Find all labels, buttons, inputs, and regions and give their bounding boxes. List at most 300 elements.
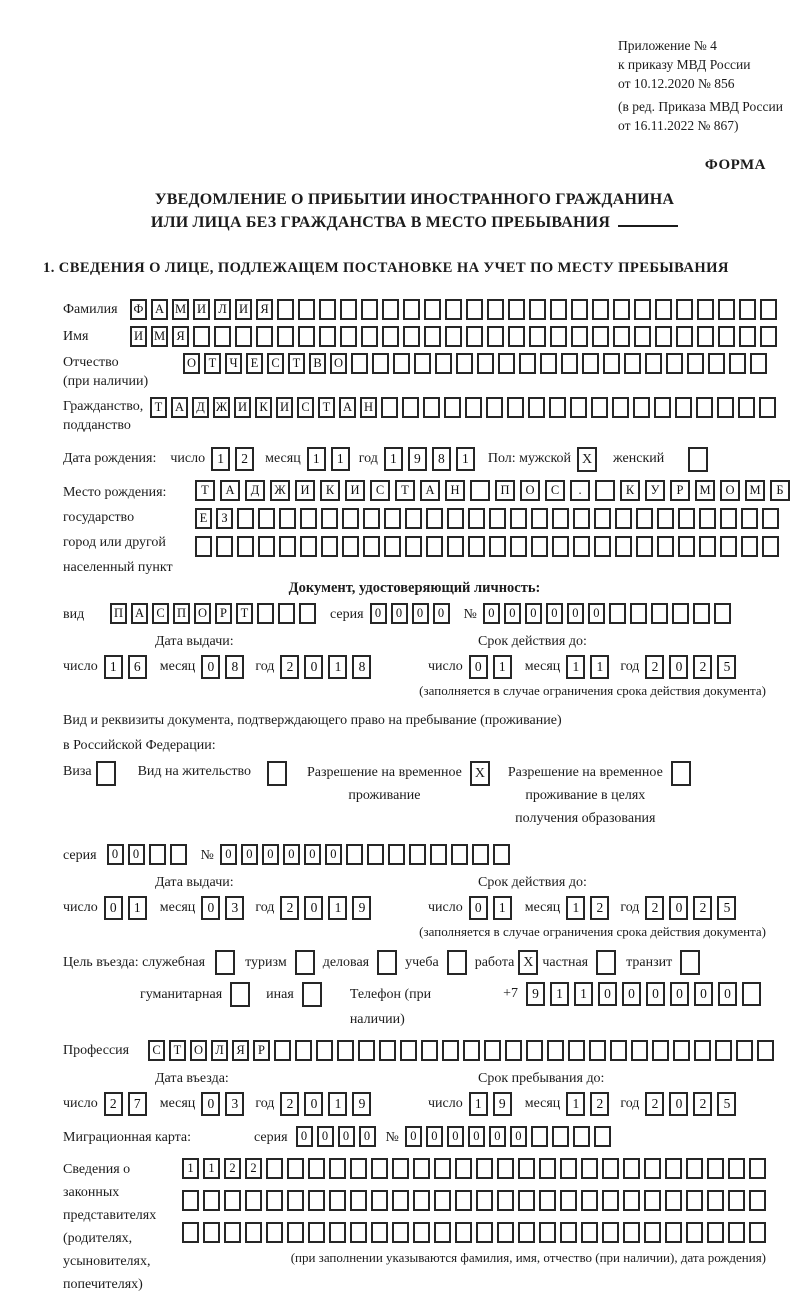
char-cell[interactable]: [540, 353, 557, 374]
char-cell[interactable]: К: [320, 480, 340, 501]
char-cell[interactable]: [594, 1126, 611, 1147]
char-cell[interactable]: В: [309, 353, 326, 374]
char-cell[interactable]: 2: [104, 1092, 123, 1116]
char-cell[interactable]: [351, 353, 368, 374]
char-cell[interactable]: [266, 1190, 283, 1211]
char-cell[interactable]: [678, 508, 695, 529]
char-cell[interactable]: [657, 536, 674, 557]
char-cell[interactable]: [518, 1158, 535, 1179]
char-cell[interactable]: [581, 1190, 598, 1211]
char-cell[interactable]: 0: [718, 982, 737, 1006]
char-cell[interactable]: 1: [328, 1092, 347, 1116]
char-cell[interactable]: [363, 508, 380, 529]
char-cell[interactable]: [463, 1040, 480, 1061]
turizm-checkbox[interactable]: [295, 950, 315, 975]
char-cell[interactable]: [714, 603, 731, 624]
sex-male-checkbox[interactable]: X: [577, 447, 597, 472]
char-cell[interactable]: 0: [201, 1092, 220, 1116]
char-cell[interactable]: [298, 326, 315, 347]
char-cell[interactable]: [623, 1158, 640, 1179]
char-cell[interactable]: [508, 299, 525, 320]
char-cell[interactable]: 1: [550, 982, 569, 1006]
char-cell[interactable]: 1: [211, 447, 230, 471]
char-cell[interactable]: [405, 536, 422, 557]
char-cell[interactable]: О: [183, 353, 200, 374]
char-cell[interactable]: [582, 353, 599, 374]
char-cell[interactable]: [708, 353, 725, 374]
char-cell[interactable]: [738, 397, 755, 418]
char-cell[interactable]: Л: [214, 299, 231, 320]
char-cell[interactable]: 6: [128, 655, 147, 679]
char-cell[interactable]: 0: [104, 896, 123, 920]
char-cell[interactable]: [350, 1190, 367, 1211]
char-cell[interactable]: 0: [469, 896, 488, 920]
char-cell[interactable]: [518, 1222, 535, 1243]
char-cell[interactable]: [342, 508, 359, 529]
char-cell[interactable]: [552, 536, 569, 557]
char-cell[interactable]: [644, 1190, 661, 1211]
char-cell[interactable]: [287, 1190, 304, 1211]
char-cell[interactable]: 0: [504, 603, 521, 624]
char-cell[interactable]: [340, 299, 357, 320]
char-cell[interactable]: [581, 1158, 598, 1179]
char-cell[interactable]: 0: [317, 1126, 334, 1147]
char-cell[interactable]: [379, 1040, 396, 1061]
char-cell[interactable]: [484, 1040, 501, 1061]
char-cell[interactable]: [498, 353, 515, 374]
char-cell[interactable]: [742, 982, 761, 1006]
char-cell[interactable]: [224, 1222, 241, 1243]
char-cell[interactable]: [487, 299, 504, 320]
char-cell[interactable]: [699, 536, 716, 557]
char-cell[interactable]: 0: [546, 603, 563, 624]
char-cell[interactable]: 1: [493, 655, 512, 679]
char-cell[interactable]: 0: [468, 1126, 485, 1147]
char-cell[interactable]: [455, 1222, 472, 1243]
char-cell[interactable]: [613, 299, 630, 320]
char-cell[interactable]: [361, 299, 378, 320]
char-cell[interactable]: [526, 1040, 543, 1061]
char-cell[interactable]: 1: [328, 896, 347, 920]
char-cell[interactable]: [472, 844, 489, 865]
char-cell[interactable]: Д: [192, 397, 209, 418]
char-cell[interactable]: 1: [328, 655, 347, 679]
char-cell[interactable]: [329, 1158, 346, 1179]
char-cell[interactable]: [739, 326, 756, 347]
char-cell[interactable]: [644, 1158, 661, 1179]
char-cell[interactable]: Я: [256, 299, 273, 320]
char-cell[interactable]: [594, 508, 611, 529]
char-cell[interactable]: [707, 1158, 724, 1179]
char-cell[interactable]: 0: [622, 982, 641, 1006]
char-cell[interactable]: [718, 299, 735, 320]
char-cell[interactable]: [741, 508, 758, 529]
char-cell[interactable]: [675, 397, 692, 418]
tranzit-checkbox[interactable]: [680, 950, 700, 975]
char-cell[interactable]: [476, 1190, 493, 1211]
char-cell[interactable]: [654, 397, 671, 418]
char-cell[interactable]: 0: [201, 655, 220, 679]
char-cell[interactable]: С: [297, 397, 314, 418]
char-cell[interactable]: [308, 1158, 325, 1179]
char-cell[interactable]: [257, 603, 274, 624]
char-cell[interactable]: 0: [669, 655, 688, 679]
char-cell[interactable]: [237, 536, 254, 557]
char-cell[interactable]: 0: [669, 896, 688, 920]
char-cell[interactable]: [274, 1040, 291, 1061]
char-cell[interactable]: 1: [104, 655, 123, 679]
char-cell[interactable]: [382, 299, 399, 320]
char-cell[interactable]: 1: [566, 655, 585, 679]
char-cell[interactable]: [531, 508, 548, 529]
char-cell[interactable]: 0: [107, 844, 124, 865]
delovaya-checkbox[interactable]: [377, 950, 397, 975]
char-cell[interactable]: [321, 508, 338, 529]
char-cell[interactable]: [539, 1222, 556, 1243]
char-cell[interactable]: 0: [510, 1126, 527, 1147]
char-cell[interactable]: 1: [469, 1092, 488, 1116]
char-cell[interactable]: [573, 536, 590, 557]
char-cell[interactable]: 0: [262, 844, 279, 865]
char-cell[interactable]: [678, 536, 695, 557]
char-cell[interactable]: [203, 1222, 220, 1243]
temp-residence-education-checkbox[interactable]: [671, 761, 691, 786]
char-cell[interactable]: [505, 1040, 522, 1061]
char-cell[interactable]: А: [220, 480, 240, 501]
char-cell[interactable]: А: [131, 603, 148, 624]
char-cell[interactable]: [277, 299, 294, 320]
char-cell[interactable]: [673, 1040, 690, 1061]
char-cell[interactable]: [400, 1040, 417, 1061]
char-cell[interactable]: [371, 1222, 388, 1243]
char-cell[interactable]: [528, 397, 545, 418]
char-cell[interactable]: [696, 397, 713, 418]
char-cell[interactable]: [547, 1040, 564, 1061]
char-cell[interactable]: [715, 1040, 732, 1061]
char-cell[interactable]: [539, 1190, 556, 1211]
char-cell[interactable]: [224, 1190, 241, 1211]
char-cell[interactable]: О: [520, 480, 540, 501]
char-cell[interactable]: [531, 1126, 548, 1147]
char-cell[interactable]: М: [745, 480, 765, 501]
char-cell[interactable]: 2: [645, 1092, 664, 1116]
char-cell[interactable]: [372, 353, 389, 374]
char-cell[interactable]: [409, 844, 426, 865]
char-cell[interactable]: 1: [128, 896, 147, 920]
char-cell[interactable]: [652, 1040, 669, 1061]
char-cell[interactable]: [610, 1040, 627, 1061]
char-cell[interactable]: [489, 508, 506, 529]
char-cell[interactable]: [552, 508, 569, 529]
char-cell[interactable]: [591, 397, 608, 418]
char-cell[interactable]: [392, 1222, 409, 1243]
char-cell[interactable]: [508, 326, 525, 347]
char-cell[interactable]: [623, 1222, 640, 1243]
char-cell[interactable]: 0: [412, 603, 429, 624]
char-cell[interactable]: [581, 1222, 598, 1243]
char-cell[interactable]: [361, 326, 378, 347]
char-cell[interactable]: С: [370, 480, 390, 501]
char-cell[interactable]: [728, 1158, 745, 1179]
char-cell[interactable]: [603, 353, 620, 374]
char-cell[interactable]: [594, 536, 611, 557]
char-cell[interactable]: [444, 397, 461, 418]
char-cell[interactable]: [423, 397, 440, 418]
char-cell[interactable]: [633, 397, 650, 418]
char-cell[interactable]: [560, 1158, 577, 1179]
char-cell[interactable]: С: [152, 603, 169, 624]
char-cell[interactable]: [466, 299, 483, 320]
char-cell[interactable]: 0: [646, 982, 665, 1006]
char-cell[interactable]: Т: [318, 397, 335, 418]
char-cell[interactable]: [321, 536, 338, 557]
char-cell[interactable]: 5: [717, 1092, 736, 1116]
char-cell[interactable]: 3: [225, 1092, 244, 1116]
char-cell[interactable]: [666, 353, 683, 374]
char-cell[interactable]: 0: [304, 655, 323, 679]
char-cell[interactable]: Ч: [225, 353, 242, 374]
char-cell[interactable]: [665, 1222, 682, 1243]
char-cell[interactable]: Я: [172, 326, 189, 347]
char-cell[interactable]: О: [330, 353, 347, 374]
char-cell[interactable]: [720, 536, 737, 557]
char-cell[interactable]: [529, 299, 546, 320]
char-cell[interactable]: 9: [493, 1092, 512, 1116]
char-cell[interactable]: 0: [220, 844, 237, 865]
char-cell[interactable]: [245, 1222, 262, 1243]
char-cell[interactable]: И: [345, 480, 365, 501]
char-cell[interactable]: [424, 326, 441, 347]
char-cell[interactable]: И: [234, 397, 251, 418]
char-cell[interactable]: П: [110, 603, 127, 624]
char-cell[interactable]: [749, 1158, 766, 1179]
char-cell[interactable]: [214, 326, 231, 347]
char-cell[interactable]: [308, 1190, 325, 1211]
char-cell[interactable]: [739, 299, 756, 320]
char-cell[interactable]: 2: [235, 447, 254, 471]
char-cell[interactable]: [760, 326, 777, 347]
char-cell[interactable]: [507, 397, 524, 418]
char-cell[interactable]: [245, 1190, 262, 1211]
char-cell[interactable]: [476, 1158, 493, 1179]
char-cell[interactable]: 1: [331, 447, 350, 471]
char-cell[interactable]: [487, 326, 504, 347]
char-cell[interactable]: 0: [469, 655, 488, 679]
char-cell[interactable]: [384, 536, 401, 557]
char-cell[interactable]: [630, 603, 647, 624]
char-cell[interactable]: [518, 1190, 535, 1211]
char-cell[interactable]: 2: [280, 1092, 299, 1116]
char-cell[interactable]: 0: [304, 896, 323, 920]
char-cell[interactable]: [319, 299, 336, 320]
char-cell[interactable]: [350, 1158, 367, 1179]
char-cell[interactable]: П: [173, 603, 190, 624]
char-cell[interactable]: [573, 1126, 590, 1147]
char-cell[interactable]: [657, 508, 674, 529]
char-cell[interactable]: 8: [352, 655, 371, 679]
char-cell[interactable]: С: [148, 1040, 165, 1061]
char-cell[interactable]: [424, 299, 441, 320]
char-cell[interactable]: Р: [670, 480, 690, 501]
char-cell[interactable]: 2: [590, 896, 609, 920]
char-cell[interactable]: [170, 844, 187, 865]
char-cell[interactable]: [728, 1190, 745, 1211]
char-cell[interactable]: [381, 397, 398, 418]
char-cell[interactable]: [216, 536, 233, 557]
char-cell[interactable]: [434, 1222, 451, 1243]
char-cell[interactable]: М: [695, 480, 715, 501]
char-cell[interactable]: [707, 1222, 724, 1243]
char-cell[interactable]: [697, 326, 714, 347]
char-cell[interactable]: [602, 1158, 619, 1179]
char-cell[interactable]: 0: [670, 982, 689, 1006]
char-cell[interactable]: [367, 844, 384, 865]
char-cell[interactable]: Е: [195, 508, 212, 529]
char-cell[interactable]: [634, 299, 651, 320]
char-cell[interactable]: [426, 536, 443, 557]
char-cell[interactable]: [445, 299, 462, 320]
char-cell[interactable]: И: [130, 326, 147, 347]
char-cell[interactable]: [346, 844, 363, 865]
char-cell[interactable]: [308, 1222, 325, 1243]
char-cell[interactable]: [497, 1158, 514, 1179]
char-cell[interactable]: 0: [598, 982, 617, 1006]
char-cell[interactable]: Р: [215, 603, 232, 624]
char-cell[interactable]: Т: [395, 480, 415, 501]
char-cell[interactable]: [182, 1222, 199, 1243]
char-cell[interactable]: 1: [182, 1158, 199, 1179]
char-cell[interactable]: К: [620, 480, 640, 501]
char-cell[interactable]: [489, 536, 506, 557]
char-cell[interactable]: [316, 1040, 333, 1061]
char-cell[interactable]: 3: [225, 896, 244, 920]
char-cell[interactable]: 9: [408, 447, 427, 471]
char-cell[interactable]: [510, 508, 527, 529]
char-cell[interactable]: 2: [245, 1158, 262, 1179]
char-cell[interactable]: [258, 536, 275, 557]
char-cell[interactable]: 2: [693, 655, 712, 679]
char-cell[interactable]: [466, 326, 483, 347]
char-cell[interactable]: 9: [352, 1092, 371, 1116]
char-cell[interactable]: 0: [325, 844, 342, 865]
char-cell[interactable]: [693, 603, 710, 624]
char-cell[interactable]: [235, 326, 252, 347]
char-cell[interactable]: 0: [567, 603, 584, 624]
char-cell[interactable]: 1: [566, 1092, 585, 1116]
char-cell[interactable]: [277, 326, 294, 347]
char-cell[interactable]: [256, 326, 273, 347]
char-cell[interactable]: [182, 1190, 199, 1211]
char-cell[interactable]: [149, 844, 166, 865]
char-cell[interactable]: [193, 326, 210, 347]
char-cell[interactable]: [371, 1190, 388, 1211]
char-cell[interactable]: [421, 1040, 438, 1061]
char-cell[interactable]: [686, 1158, 703, 1179]
char-cell[interactable]: [592, 326, 609, 347]
char-cell[interactable]: [430, 844, 447, 865]
char-cell[interactable]: [529, 326, 546, 347]
char-cell[interactable]: [672, 603, 689, 624]
char-cell[interactable]: [644, 1222, 661, 1243]
char-cell[interactable]: [573, 508, 590, 529]
char-cell[interactable]: [539, 1158, 556, 1179]
char-cell[interactable]: Т: [169, 1040, 186, 1061]
char-cell[interactable]: [497, 1190, 514, 1211]
char-cell[interactable]: [636, 536, 653, 557]
char-cell[interactable]: [687, 353, 704, 374]
char-cell[interactable]: [451, 844, 468, 865]
char-cell[interactable]: [388, 844, 405, 865]
char-cell[interactable]: Д: [245, 480, 265, 501]
char-cell[interactable]: [342, 536, 359, 557]
char-cell[interactable]: [602, 1190, 619, 1211]
char-cell[interactable]: [609, 603, 626, 624]
char-cell[interactable]: [697, 299, 714, 320]
char-cell[interactable]: С: [545, 480, 565, 501]
char-cell[interactable]: [299, 603, 316, 624]
char-cell[interactable]: А: [151, 299, 168, 320]
char-cell[interactable]: 0: [489, 1126, 506, 1147]
char-cell[interactable]: [403, 299, 420, 320]
char-cell[interactable]: М: [172, 299, 189, 320]
char-cell[interactable]: [477, 353, 494, 374]
char-cell[interactable]: 0: [525, 603, 542, 624]
char-cell[interactable]: [655, 326, 672, 347]
char-cell[interactable]: 9: [352, 896, 371, 920]
char-cell[interactable]: 8: [225, 655, 244, 679]
char-cell[interactable]: [749, 1222, 766, 1243]
char-cell[interactable]: Б: [770, 480, 790, 501]
char-cell[interactable]: [624, 353, 641, 374]
char-cell[interactable]: [760, 299, 777, 320]
char-cell[interactable]: [371, 1158, 388, 1179]
char-cell[interactable]: [552, 1126, 569, 1147]
char-cell[interactable]: [442, 1040, 459, 1061]
char-cell[interactable]: Т: [236, 603, 253, 624]
char-cell[interactable]: 0: [483, 603, 500, 624]
char-cell[interactable]: [266, 1222, 283, 1243]
char-cell[interactable]: 0: [588, 603, 605, 624]
char-cell[interactable]: [476, 1222, 493, 1243]
char-cell[interactable]: [382, 326, 399, 347]
char-cell[interactable]: [560, 1190, 577, 1211]
char-cell[interactable]: [434, 1190, 451, 1211]
char-cell[interactable]: Р: [253, 1040, 270, 1061]
char-cell[interactable]: Е: [246, 353, 263, 374]
char-cell[interactable]: 1: [590, 655, 609, 679]
char-cell[interactable]: Н: [445, 480, 465, 501]
char-cell[interactable]: [510, 536, 527, 557]
char-cell[interactable]: [413, 1190, 430, 1211]
char-cell[interactable]: [589, 1040, 606, 1061]
char-cell[interactable]: 0: [283, 844, 300, 865]
char-cell[interactable]: [403, 326, 420, 347]
char-cell[interactable]: [595, 480, 615, 501]
char-cell[interactable]: 2: [645, 655, 664, 679]
char-cell[interactable]: [455, 1190, 472, 1211]
char-cell[interactable]: [645, 353, 662, 374]
char-cell[interactable]: Ф: [130, 299, 147, 320]
char-cell[interactable]: [340, 326, 357, 347]
char-cell[interactable]: [615, 508, 632, 529]
char-cell[interactable]: 0: [447, 1126, 464, 1147]
char-cell[interactable]: [750, 353, 767, 374]
char-cell[interactable]: [634, 326, 651, 347]
char-cell[interactable]: У: [645, 480, 665, 501]
char-cell[interactable]: [550, 326, 567, 347]
char-cell[interactable]: [636, 508, 653, 529]
char-cell[interactable]: [749, 1190, 766, 1211]
